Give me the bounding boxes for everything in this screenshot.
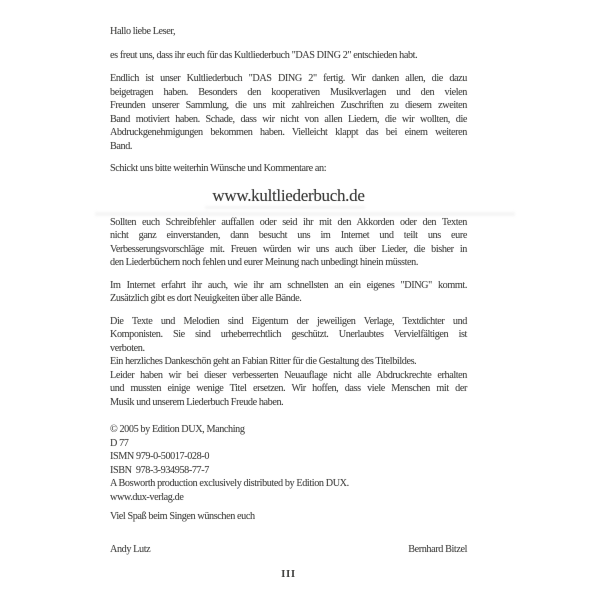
isbn-number: ISBN 978-3-934958-77-7 xyxy=(110,464,209,476)
paragraph-line: Verbesserungsvorschläge mit. Freuen würden wir uns auch über Lieder, die bisher in xyxy=(110,243,467,255)
ismn-number: ISMN 979-0-50017-028-0 xyxy=(110,451,210,462)
paragraph-line: verboten. xyxy=(110,342,145,354)
paragraph-line: Endlich ist unser Kultliederbuch "DAS DING 2" fertig. Wir danken allen, die dazu xyxy=(110,73,467,84)
paragraph-line: Musik und unserem Liederbuch Freude haben. xyxy=(110,396,284,408)
paragraph-line: Ein herzliches Dankeschön geht an Fabian Ritter für die Gestaltung des Titelbildes. xyxy=(110,356,417,367)
website-url: www.kultliederbuch.de xyxy=(212,185,365,205)
paragraph-line: nicht ganz einverstanden, dann besucht uns im Internet und teilt uns eure xyxy=(110,230,467,241)
paragraph-line: Komponisten. Sie sind urheberrechtlich geschützt. Unerlaubtes Vervielfältigen ist xyxy=(110,329,467,340)
page-content xyxy=(110,0,467,582)
paragraph-line: Im Internet erfahrt ihr auch, wie ihr am schnellsten an ein eigenes "DING" kommt. xyxy=(110,279,467,291)
paragraph-line: Die Texte und Melodien sind Eigentum der jeweiligen Verlage, Textdichter und xyxy=(110,315,467,327)
feedback-paragraph xyxy=(110,216,467,270)
greeting-text: Hallo liebe Leser, xyxy=(110,25,176,37)
imprint-block xyxy=(110,423,467,504)
paragraph-line: Band. xyxy=(110,140,133,152)
request-text: Schickt uns bitte weiterhin Wünsche und Kommentare an: xyxy=(110,163,327,174)
distribution-line: A Bosworth production exclusively distributed by Edition DUX. xyxy=(110,478,349,489)
paragraph-line: Sollten euch Schreibfehler auffallen oder seid ihr mit den Akkorden oder den Texten xyxy=(110,216,467,228)
publisher-url: www.dux-verlag.de xyxy=(110,491,184,503)
intro-text: es freut uns, dass ihr euch für das Kultliederbuch "DAS DING 2" entschieden habt. xyxy=(110,49,418,61)
closing-text: Viel Spaß beim Singen wünschen euch xyxy=(110,511,255,522)
paragraph-line: und mussten einige wenige Titel ersetzen. Wir hoffen, dass viele Menschen mit der xyxy=(110,383,467,394)
signature-right: Bernhard Bitzel xyxy=(408,543,467,555)
internet-paragraph xyxy=(110,279,467,306)
paragraph-line: Freunden unserer Sammlung, die uns mit zahlreichen Zuschriften zu diesem zweiten xyxy=(110,100,467,111)
paragraph-line: Zusätzlich gibt es dort Neuigkeiten über alle Bände. xyxy=(110,293,302,304)
paragraph-line: Abdruckgenehmigungen bekommen haben. Vielleicht klappt das bei einem weiteren xyxy=(110,127,467,138)
paragraph-line: beigetragen haben. Besonders den kooperativen Musikverlagen und den vielen xyxy=(110,86,467,98)
copyright-line: © 2005 by Edition DUX, Manching xyxy=(110,424,245,435)
thanks-paragraph xyxy=(110,72,467,153)
paragraph-line: Band motiviert haben. Schade, dass wir nicht von allen Liedern, die wir wollten, die xyxy=(110,113,467,125)
catalog-number: D 77 xyxy=(110,437,129,449)
rights-paragraph xyxy=(110,315,467,410)
paragraph-line: Leider haben wir bei dieser verbesserten Neuauflage nicht alle Abdruckrechte erhalten xyxy=(110,369,467,381)
signatures-row xyxy=(110,543,467,557)
page-number: III xyxy=(281,568,296,580)
paragraph-line: den Liederbüchern noch fehlen und eurer Meinung nach unbedingt hinein müssten. xyxy=(110,257,418,268)
signature-left: Andy Lutz xyxy=(110,543,151,555)
